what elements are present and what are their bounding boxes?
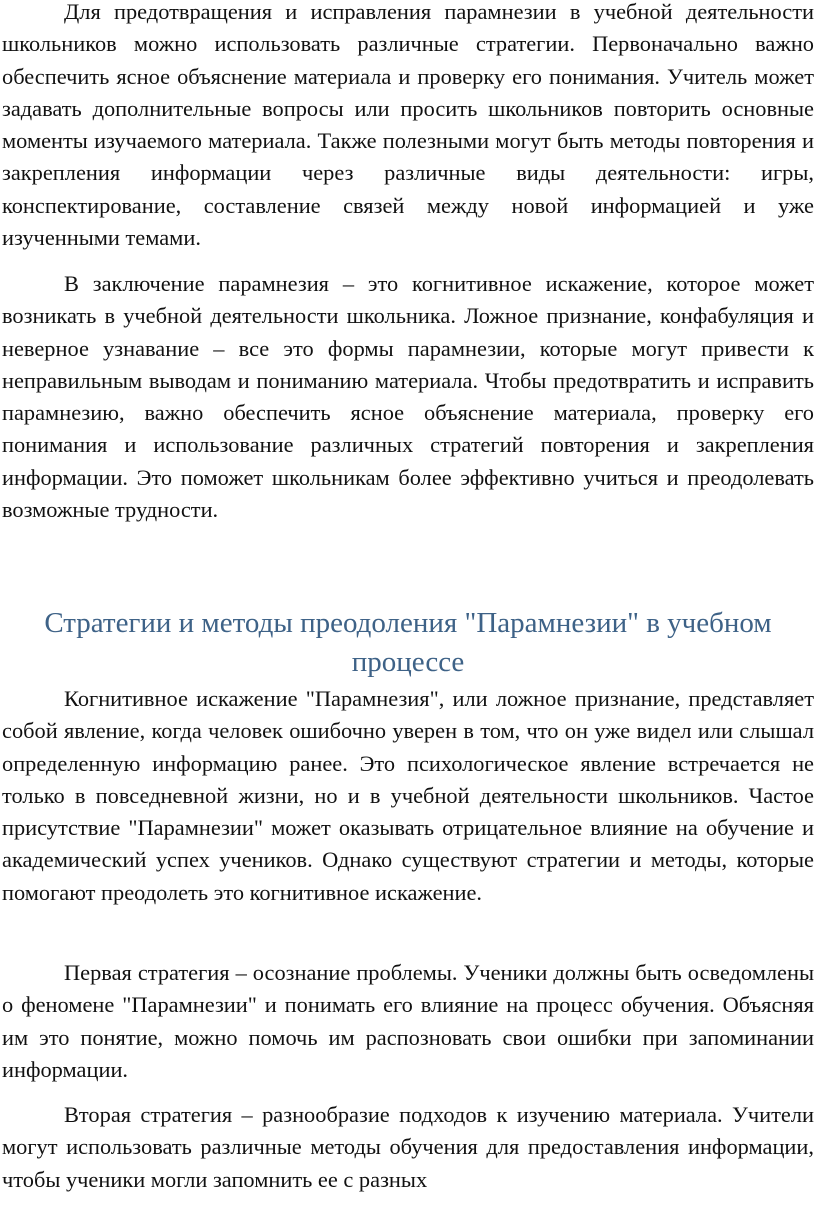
paragraph-first-strategy: Первая стратегия – осознание проблемы. Ученики должны быть осведомлены о феномене "Парамнезии" и понимать его влияние на процесс обучения. Объясняя им это понятие, можно помочь им распозновать свои ошибки при запоминании информации. — [2, 960, 814, 1082]
section-heading: Стратегии и методы преодоления "Парамнезии" в учебном процессе — [44, 607, 772, 678]
paragraph-prevention-strategies: Для предотвращения и исправления парамнезии в учебной деятельности школьников можно использовать различные стратегии. Первоначально важно обеспечить ясное объяснение материала и проверку его понимания. Учитель может задавать дополнительные вопросы или просить школьников повторить основные моменты изучаемого материала. Также полезными могут быть методы повторения и закрепления информации через различные виды деятельности: игры, конспектирование, составление связей между новой информацией и уже изученными темами. — [2, 0, 814, 251]
paragraph-conclusion: В заключение парамнезия – это когнитивное искажение, которое может возникать в учебной деятельности школьника. Ложное признание, конфабуляция и неверное узнавание – все это формы парамнезии, которые могут привести к неправильным выводам и пониманию материала. Чтобы предотвратить и исправить парамнезию, важно обеспечить ясное объяснение материала, проверку его понимания и использование различных стратегий повторения и закрепления информации. Это поможет школьникам более эффективно учиться и преодолевать возможные трудности. — [2, 271, 814, 523]
paragraph-second-strategy: Вторая стратегия – разнообразие подходов к изучению материала. Учители могут использовать различные методы обучения для предоставления информации, чтобы ученики могли запомнить ее с разных — [2, 1102, 814, 1192]
paragraph-definition: Когнитивное искажение "Парамнезия", или ложное признание, представляет собой явление, когда человек ошибочно уверен в том, что он уже видел или слышал определенную информацию ранее. Это психологическое явление встречается не только в повседневной жизни, но и в учебной деятельности школьников. Частое присутствие "Парамнезии" может оказывать отрицательное влияние на обучение и академический успех учеников. Однако существуют стратегии и методы, которые помогают преодолеть это когнитивное искажение. — [2, 686, 814, 905]
